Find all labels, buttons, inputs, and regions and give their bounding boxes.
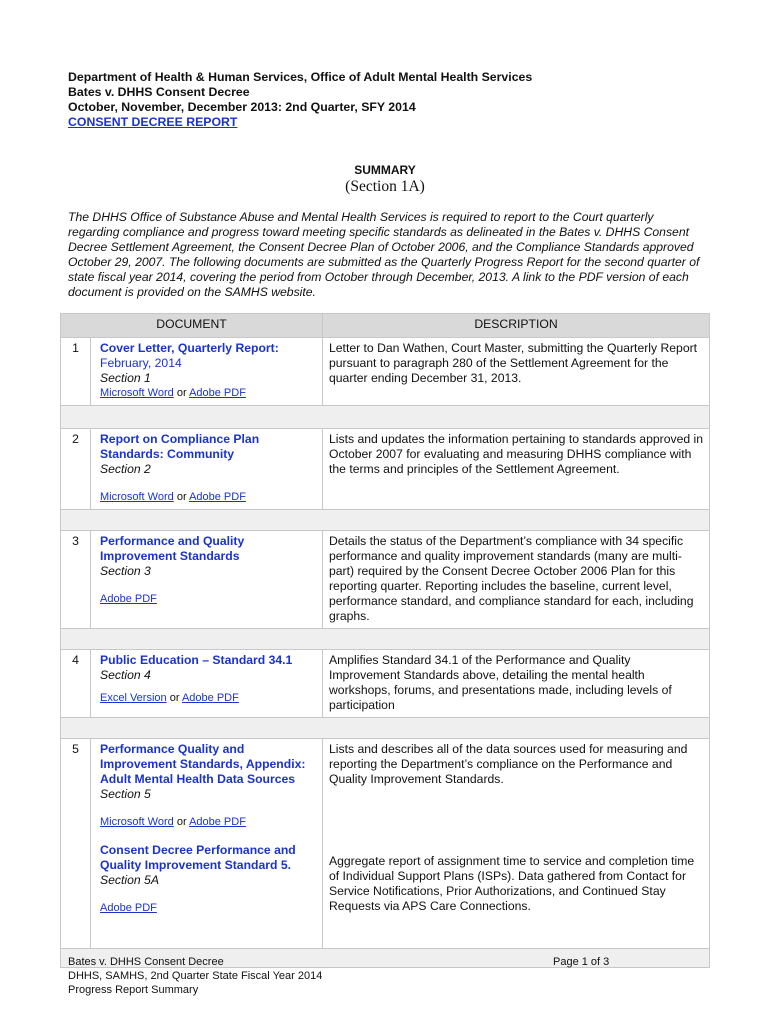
spacer-cell xyxy=(61,718,710,739)
table-row xyxy=(61,338,710,406)
document-cell xyxy=(91,338,323,406)
description-column-header: DESCRIPTION xyxy=(323,314,710,338)
link-separator: or xyxy=(176,491,187,503)
word-link[interactable]: Microsoft Word xyxy=(100,816,174,828)
pdf-link[interactable]: Adobe PDF xyxy=(189,387,246,399)
link-separator: or xyxy=(176,816,187,828)
word-link[interactable]: Microsoft Word xyxy=(100,491,174,503)
document-links-5a xyxy=(100,901,318,916)
footer-line-2: DHHS, SAMHS, 2nd Quarter State Fiscal Year 2014 xyxy=(68,970,323,982)
document-title: Performance Quality and Improvement Standards, Appendix: Adult Mental Health Data Sources xyxy=(100,742,306,786)
link-separator: or xyxy=(176,387,187,399)
document-section: Section 4 xyxy=(100,668,151,682)
header-case: Bates v. DHHS Consent Decree xyxy=(68,85,250,99)
document-title: Report on Compliance Plan Standards: Community xyxy=(100,432,260,461)
pdf-link[interactable]: Adobe PDF xyxy=(181,692,239,704)
pdf-link[interactable]: Adobe PDF xyxy=(100,902,157,914)
spacer-cell xyxy=(61,629,710,650)
spacer-row xyxy=(61,718,710,739)
description-text-5a: Aggregate report of assignment time to service and completion time of Individual Support Plans (ISPs). Data gathered from Contact for Service Notifications, Prior Authorizations, and Continued Stay Requests via APS Care Connections. xyxy=(329,854,695,913)
row-number: 2 xyxy=(61,429,91,510)
row-number: 4 xyxy=(61,650,91,718)
footer-page-number: Page 1 of 3 xyxy=(553,956,610,968)
description-text: Lists and describes all of the data sources used for measuring and reporting the Department’s compliance on the Performance and Quality Improvement Standards. xyxy=(329,742,688,786)
document-title: Public Education – Standard 34.1 xyxy=(100,653,293,667)
link-separator: or xyxy=(169,692,180,704)
table-row xyxy=(61,739,710,949)
header-department: Department of Health & Human Services, Office of Adult Mental Health Services xyxy=(68,70,533,84)
table-row xyxy=(61,531,710,629)
spacer-row xyxy=(61,406,710,429)
document-links xyxy=(100,691,318,706)
description-cell: Letter to Dan Wathen, Court Master, submitting the Quarterly Report pursuant to paragraph 280 of the Settlement Agreement for the quarter ending December 31, 2013. xyxy=(323,338,710,406)
summary-title: SUMMARY xyxy=(354,163,416,177)
pdf-link[interactable]: Adobe PDF xyxy=(189,491,246,503)
document-links xyxy=(100,592,318,607)
document-cell xyxy=(91,429,323,510)
document-section: Section 3 xyxy=(100,564,151,578)
summary-section: (Section 1A) xyxy=(345,178,425,195)
document-title: Performance and Quality Improvement Standards xyxy=(100,534,245,563)
pdf-link[interactable]: Adobe PDF xyxy=(189,816,246,828)
document-section: Section 1 xyxy=(100,371,151,385)
table-row xyxy=(61,429,710,510)
table-row xyxy=(61,650,710,718)
description-cell: Details the status of the Department’s compliance with 34 specific performance and quality improvement standards (many are multi-part) required by the Consent Decree October 2006 Plan for this reporting quarter. Reporting includes the baseline, current level, performance standard, and compliance standard for each, including graphs. xyxy=(323,531,710,629)
document-header xyxy=(68,70,532,130)
spacer-row xyxy=(61,510,710,531)
row-number: 3 xyxy=(61,531,91,629)
document-links xyxy=(100,815,318,830)
pdf-link[interactable]: Adobe PDF xyxy=(100,593,157,605)
document-section-5a: Section 5A xyxy=(100,873,159,887)
table-header-row xyxy=(61,314,710,338)
consent-decree-report-link[interactable]: CONSENT DECREE REPORT xyxy=(68,115,238,129)
document-subtitle: February, 2014 xyxy=(100,356,182,370)
word-link[interactable]: Microsoft Word xyxy=(100,387,174,399)
row-number: 1 xyxy=(61,338,91,406)
document-section: Section 2 xyxy=(100,462,151,476)
spacer-cell xyxy=(61,406,710,429)
intro-paragraph: The DHHS Office of Substance Abuse and Mental Health Services is required to report to the Court quarterly regarding compliance and progress toward meeting specific standards as delineated in the Bates v. DHHS Consent Decree Settlement Agreement, the Consent Decree Plan of October 2006, and the Compliance Standards approved October 29, 2007. The following documents are submitted as the Quarterly Progress Report for the second quarter of state fiscal year 2014, covering the period from October through December, 2013. A link to the PDF version of each document is provided on the SAMHS website. xyxy=(68,210,700,299)
row-number: 5 xyxy=(61,739,91,949)
description-cell: Amplifies Standard 34.1 of the Performance and Quality Improvement Standards above, detailing the mental health workshops, forums, and presentations made, including levels of participation xyxy=(323,650,710,718)
document-title-5a: Consent Decree Performance and Quality Improvement Standard 5. xyxy=(100,843,296,872)
header-period: October, November, December 2013: 2nd Quarter, SFY 2014 xyxy=(68,100,416,114)
document-section: Section 5 xyxy=(100,787,151,801)
document-links xyxy=(100,386,318,401)
document-links xyxy=(100,490,318,505)
excel-link[interactable]: Excel Version xyxy=(100,692,167,704)
document-column-header: DOCUMENT xyxy=(61,314,323,338)
document-cell xyxy=(91,531,323,629)
footer-line-3: Progress Report Summary xyxy=(68,984,199,996)
document-cell xyxy=(91,739,323,949)
summary-heading xyxy=(0,162,770,196)
description-cell: Lists and updates the information pertaining to standards approved in October 2007 for evaluating and measuring DHHS compliance with the terms and principles of the Settlement Agreement. xyxy=(323,429,710,510)
description-cell xyxy=(323,739,710,949)
document-title: Cover Letter, Quarterly Report: xyxy=(100,341,279,355)
spacer-cell xyxy=(61,510,710,531)
footer-left xyxy=(68,955,322,997)
spacer-row xyxy=(61,629,710,650)
documents-table xyxy=(60,313,710,968)
document-cell xyxy=(91,650,323,718)
footer-line-1: Bates v. DHHS Consent Decree xyxy=(68,956,224,968)
